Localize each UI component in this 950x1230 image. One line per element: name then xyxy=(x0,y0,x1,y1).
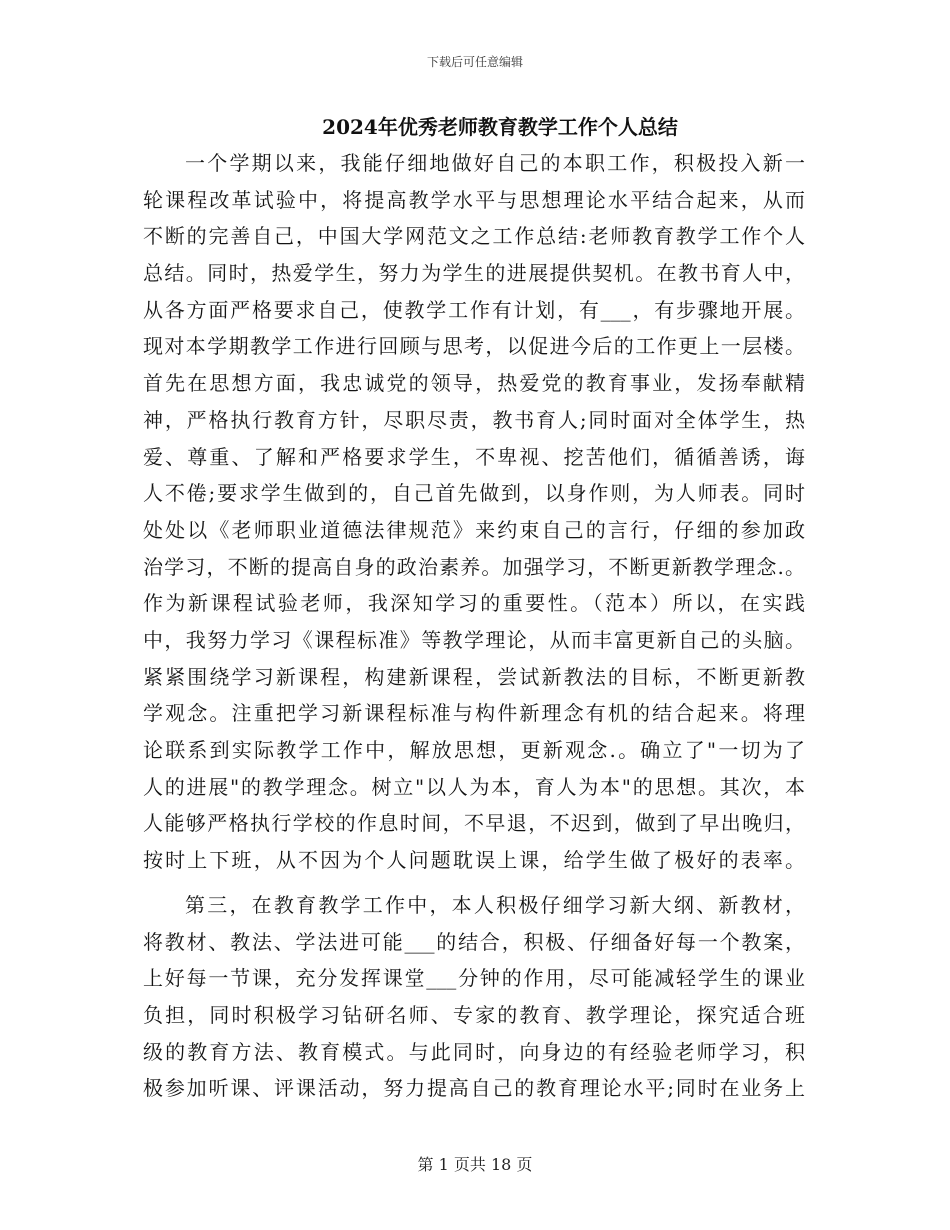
text-line: 从各方面严格要求自己，使教学工作有计划，有___，有步骤地开展。 xyxy=(143,297,805,322)
text-line: 神，严格执行教育方针，尽职尽责，教书育人;同时面对全体学生，热 xyxy=(143,407,805,432)
text-line: 首先在思想方面，我忠诚党的领导，热爱党的教育事业，发扬奉献精 xyxy=(143,371,805,396)
text-line: 极参加听课、评课活动，努力提高自己的教育理论水平;同时在业务上 xyxy=(143,1076,805,1101)
text-line: 紧紧围绕学习新课程，构建新课程，尝试新教法的目标，不断更新教 xyxy=(143,664,805,689)
page-number: 第 1 页共 18 页 xyxy=(417,1155,533,1174)
page-header-note: 下载后可任意编辑 xyxy=(426,55,523,69)
text-line: 人不倦;要求学生做到的，自己首先做到，以身作则，为人师表。同时 xyxy=(143,481,805,506)
text-line: 人能够严格执行学校的作息时间，不早退，不迟到，做到了早出晚归， xyxy=(143,811,805,836)
paragraph xyxy=(143,145,805,879)
text-line: 总结。同时，热爱学生，努力为学生的进展提供契机。在教书育人中， xyxy=(143,261,805,286)
text-line: 处处以《老师职业道德法律规范》来约束自己的言行，仔细的参加政 xyxy=(143,517,805,542)
text-line: 中，我努力学习《课程标准》等教学理论，从而丰富更新自己的头脑。 xyxy=(143,627,805,652)
text-line: 爱、尊重、了解和严格要求学生，不卑视、挖苦他们，循循善诱，诲 xyxy=(143,444,805,469)
text-line: 人的进展"的教学理念。树立"以人为本，育人为本"的思想。其次，本 xyxy=(143,774,805,799)
text-line: 治学习，不断的提高自身的政治素养。加强学习，不断更新教学理念.。 xyxy=(143,554,805,579)
text-line: 上好每一节课，充分发挥课堂___分钟的作用，尽可能减轻学生的课业 xyxy=(143,966,805,991)
text-line: 一个学期以来，我能仔细地做好自己的本职工作，积极投入新一 xyxy=(185,151,805,175)
text-line: 将教材、教法、学法进可能___的结合，积极、仔细备好每一个教案， xyxy=(143,929,805,954)
text-line: 现对本学期教学工作进行回顾与思考，以促进今后的工作更上一层楼。 xyxy=(143,334,805,359)
text-line: 作为新课程试验老师，我深知学习的重要性。（范本）所以，在实践 xyxy=(143,591,805,616)
text-line: 论联系到实际教学工作中，解放思想，更新观念.。确立了"一切为了 xyxy=(143,738,805,762)
text-line: 级的教育方法、教育模式。与此同时，向身边的有经验老师学习，积 xyxy=(143,1039,805,1064)
document-title: 2024年优秀老师教育教学工作个人总结 xyxy=(322,115,678,139)
text-line: 不断的完善自己，中国大学网范文之工作总结:老师教育教学工作个人 xyxy=(143,224,805,249)
text-line: 轮课程改革试验中，将提高教学水平与思想理论水平结合起来，从而 xyxy=(143,187,805,212)
text-line: 学观念。注重把学习新课程标准与构件新理念有机的结合起来。将理 xyxy=(143,701,805,726)
text-line: 按时上下班，从不因为个人问题耽误上课，给学生做了极好的表率。 xyxy=(143,848,805,873)
paragraph xyxy=(143,887,805,1107)
text-line: 第三，在教育教学工作中，本人积极仔细学习新大纲、新教材， xyxy=(185,893,805,917)
text-line: 负担，同时积极学习钻研名师、专家的教育、教学理论，探究适合班 xyxy=(143,1003,805,1028)
